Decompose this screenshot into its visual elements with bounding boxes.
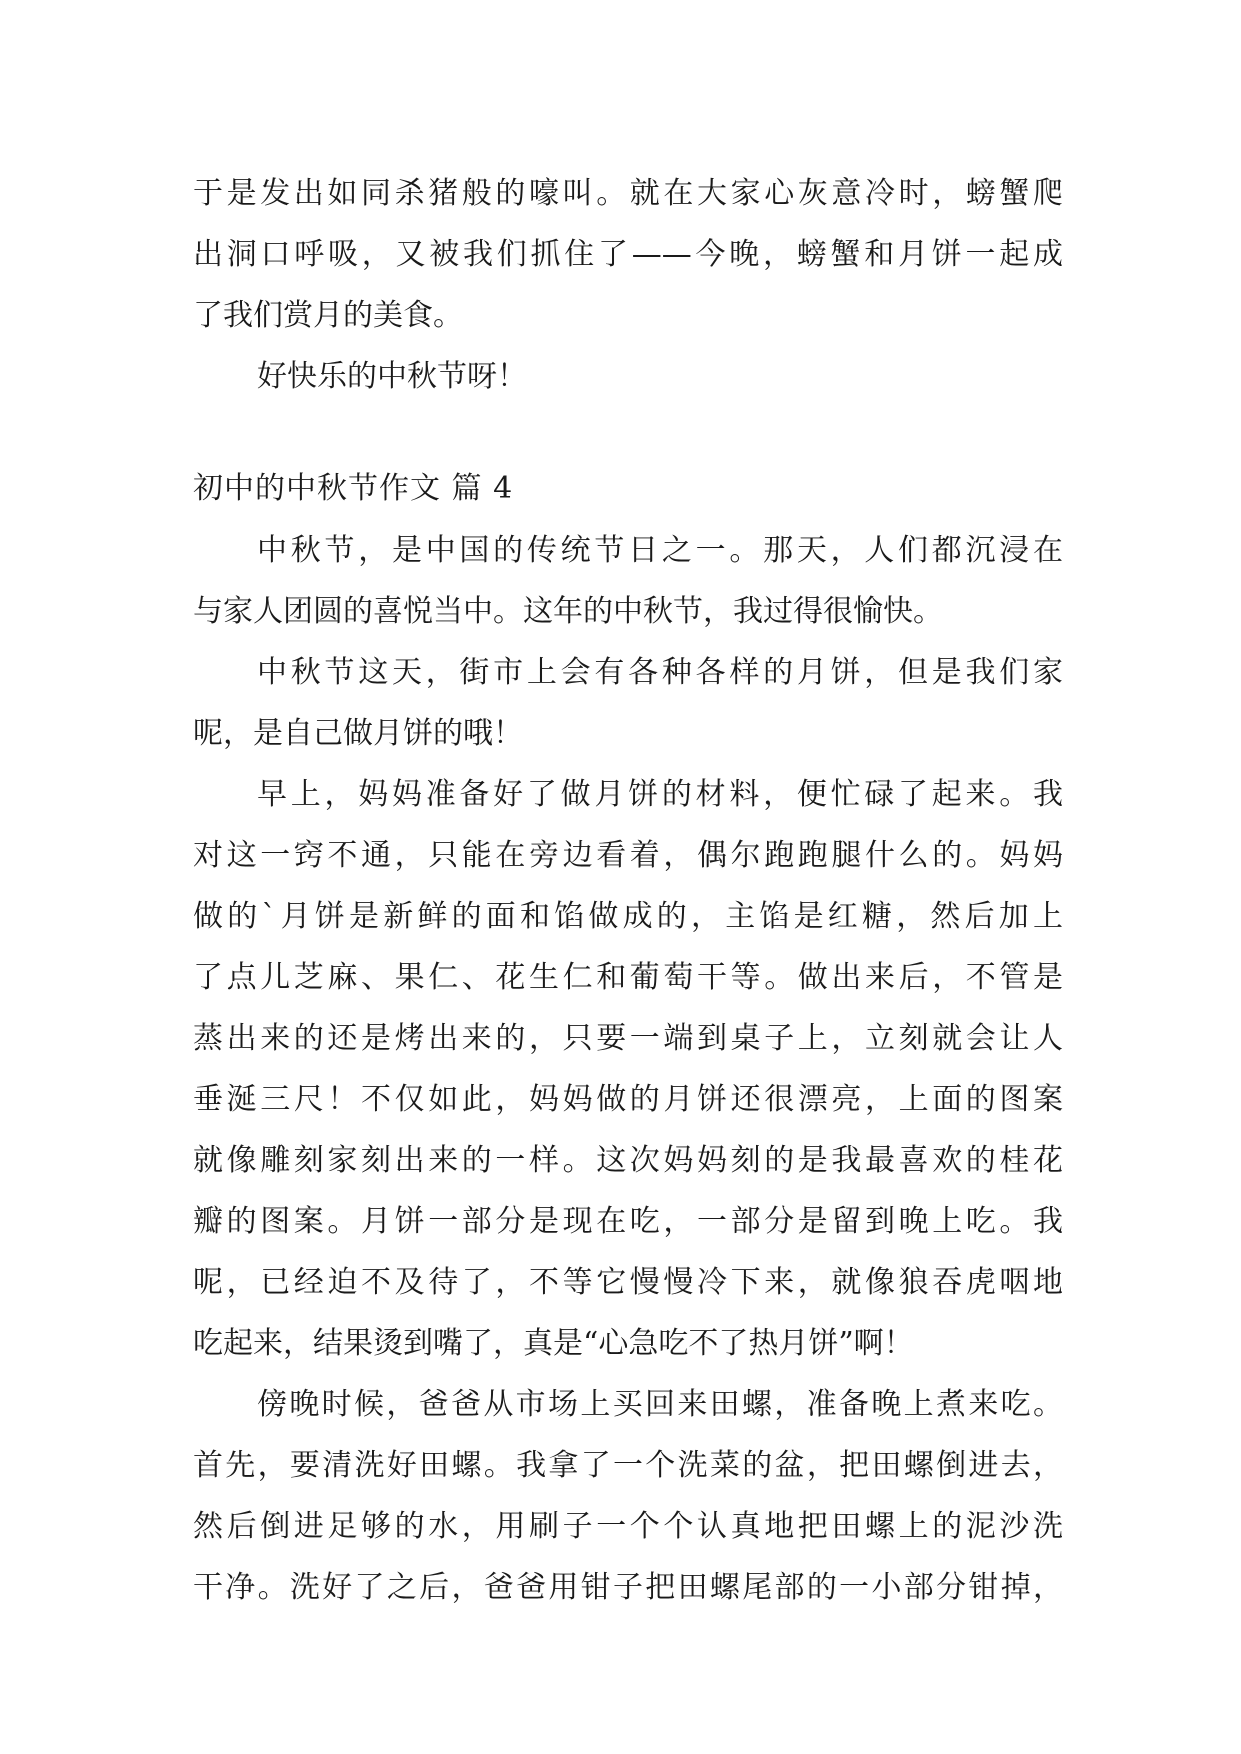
text-line: 于是发出如同杀猪般的嚎叫。就在大家心灰意冷时，螃蟹爬 [193, 176, 1063, 211]
text-line: 就像雕刻家刻出来的一样。这次妈妈刻的是我最喜欢的桂花 [193, 1143, 1063, 1178]
text-line: 首先，要清洗好田螺。我拿了一个洗菜的盆，把田螺倒进去， [193, 1448, 1063, 1483]
text-line: 与家人团圆的喜悦当中。这年的中秋节，我过得很愉快。 [193, 594, 943, 629]
section-gap [193, 407, 1063, 458]
text-line: 对这一窍不通，只能在旁边看着，偶尔跑跑腿什么的。妈妈 [193, 838, 1063, 873]
closing-line: 好快乐的中秋节呀！ [257, 359, 527, 394]
text-line: 干净。洗好了之后，爸爸用钳子把田螺尾部的一小部分钳掉， [193, 1570, 1063, 1605]
text-line: 了点儿芝麻、果仁、花生仁和葡萄干等。做出来后，不管是 [193, 960, 1063, 995]
text-line: 中秋节这天，街市上会有各种各样的月饼，但是我们家 [257, 655, 1063, 690]
text-line: 了我们赏月的美食。 [193, 298, 463, 333]
text-line: 然后倒进足够的水，用刷子一个个认真地把田螺上的泥沙洗 [193, 1509, 1063, 1544]
text-line: 傍晚时候，爸爸从市场上买回来田螺，准备晚上煮来吃。 [257, 1387, 1063, 1422]
text-line: 垂涎三尺！不仅如此，妈妈做的月饼还很漂亮，上面的图案 [193, 1082, 1063, 1117]
text-line: 中秋节，是中国的传统节日之一。那天，人们都沉浸在 [257, 533, 1063, 568]
text-line: 吃起来，结果烫到嘴了，真是“心急吃不了热月饼”啊！ [193, 1326, 914, 1361]
text-line: 早上，妈妈准备好了做月饼的材料，便忙碌了起来。我 [257, 777, 1063, 812]
text-line: 瓣的图案。月饼一部分是现在吃，一部分是留到晚上吃。我 [193, 1204, 1063, 1239]
essay-text [193, 163, 1063, 1618]
text-line: 呢，是自己做月饼的哦！ [193, 716, 523, 751]
text-line: 出洞口呼吸，又被我们抓住了——今晚，螃蟹和月饼一起成 [193, 237, 1063, 272]
text-line: 呢，已经迫不及待了，不等它慢慢冷下来，就像狼吞虎咽地 [193, 1265, 1063, 1300]
essay-heading: 初中的中秋节作文 篇 4 [193, 471, 514, 506]
text-line: 做的`月饼是新鲜的面和馅做成的，主馅是红糖，然后加上 [193, 899, 1063, 934]
text-line: 蒸出来的还是烤出来的，只要一端到桌子上，立刻就会让人 [193, 1021, 1063, 1056]
